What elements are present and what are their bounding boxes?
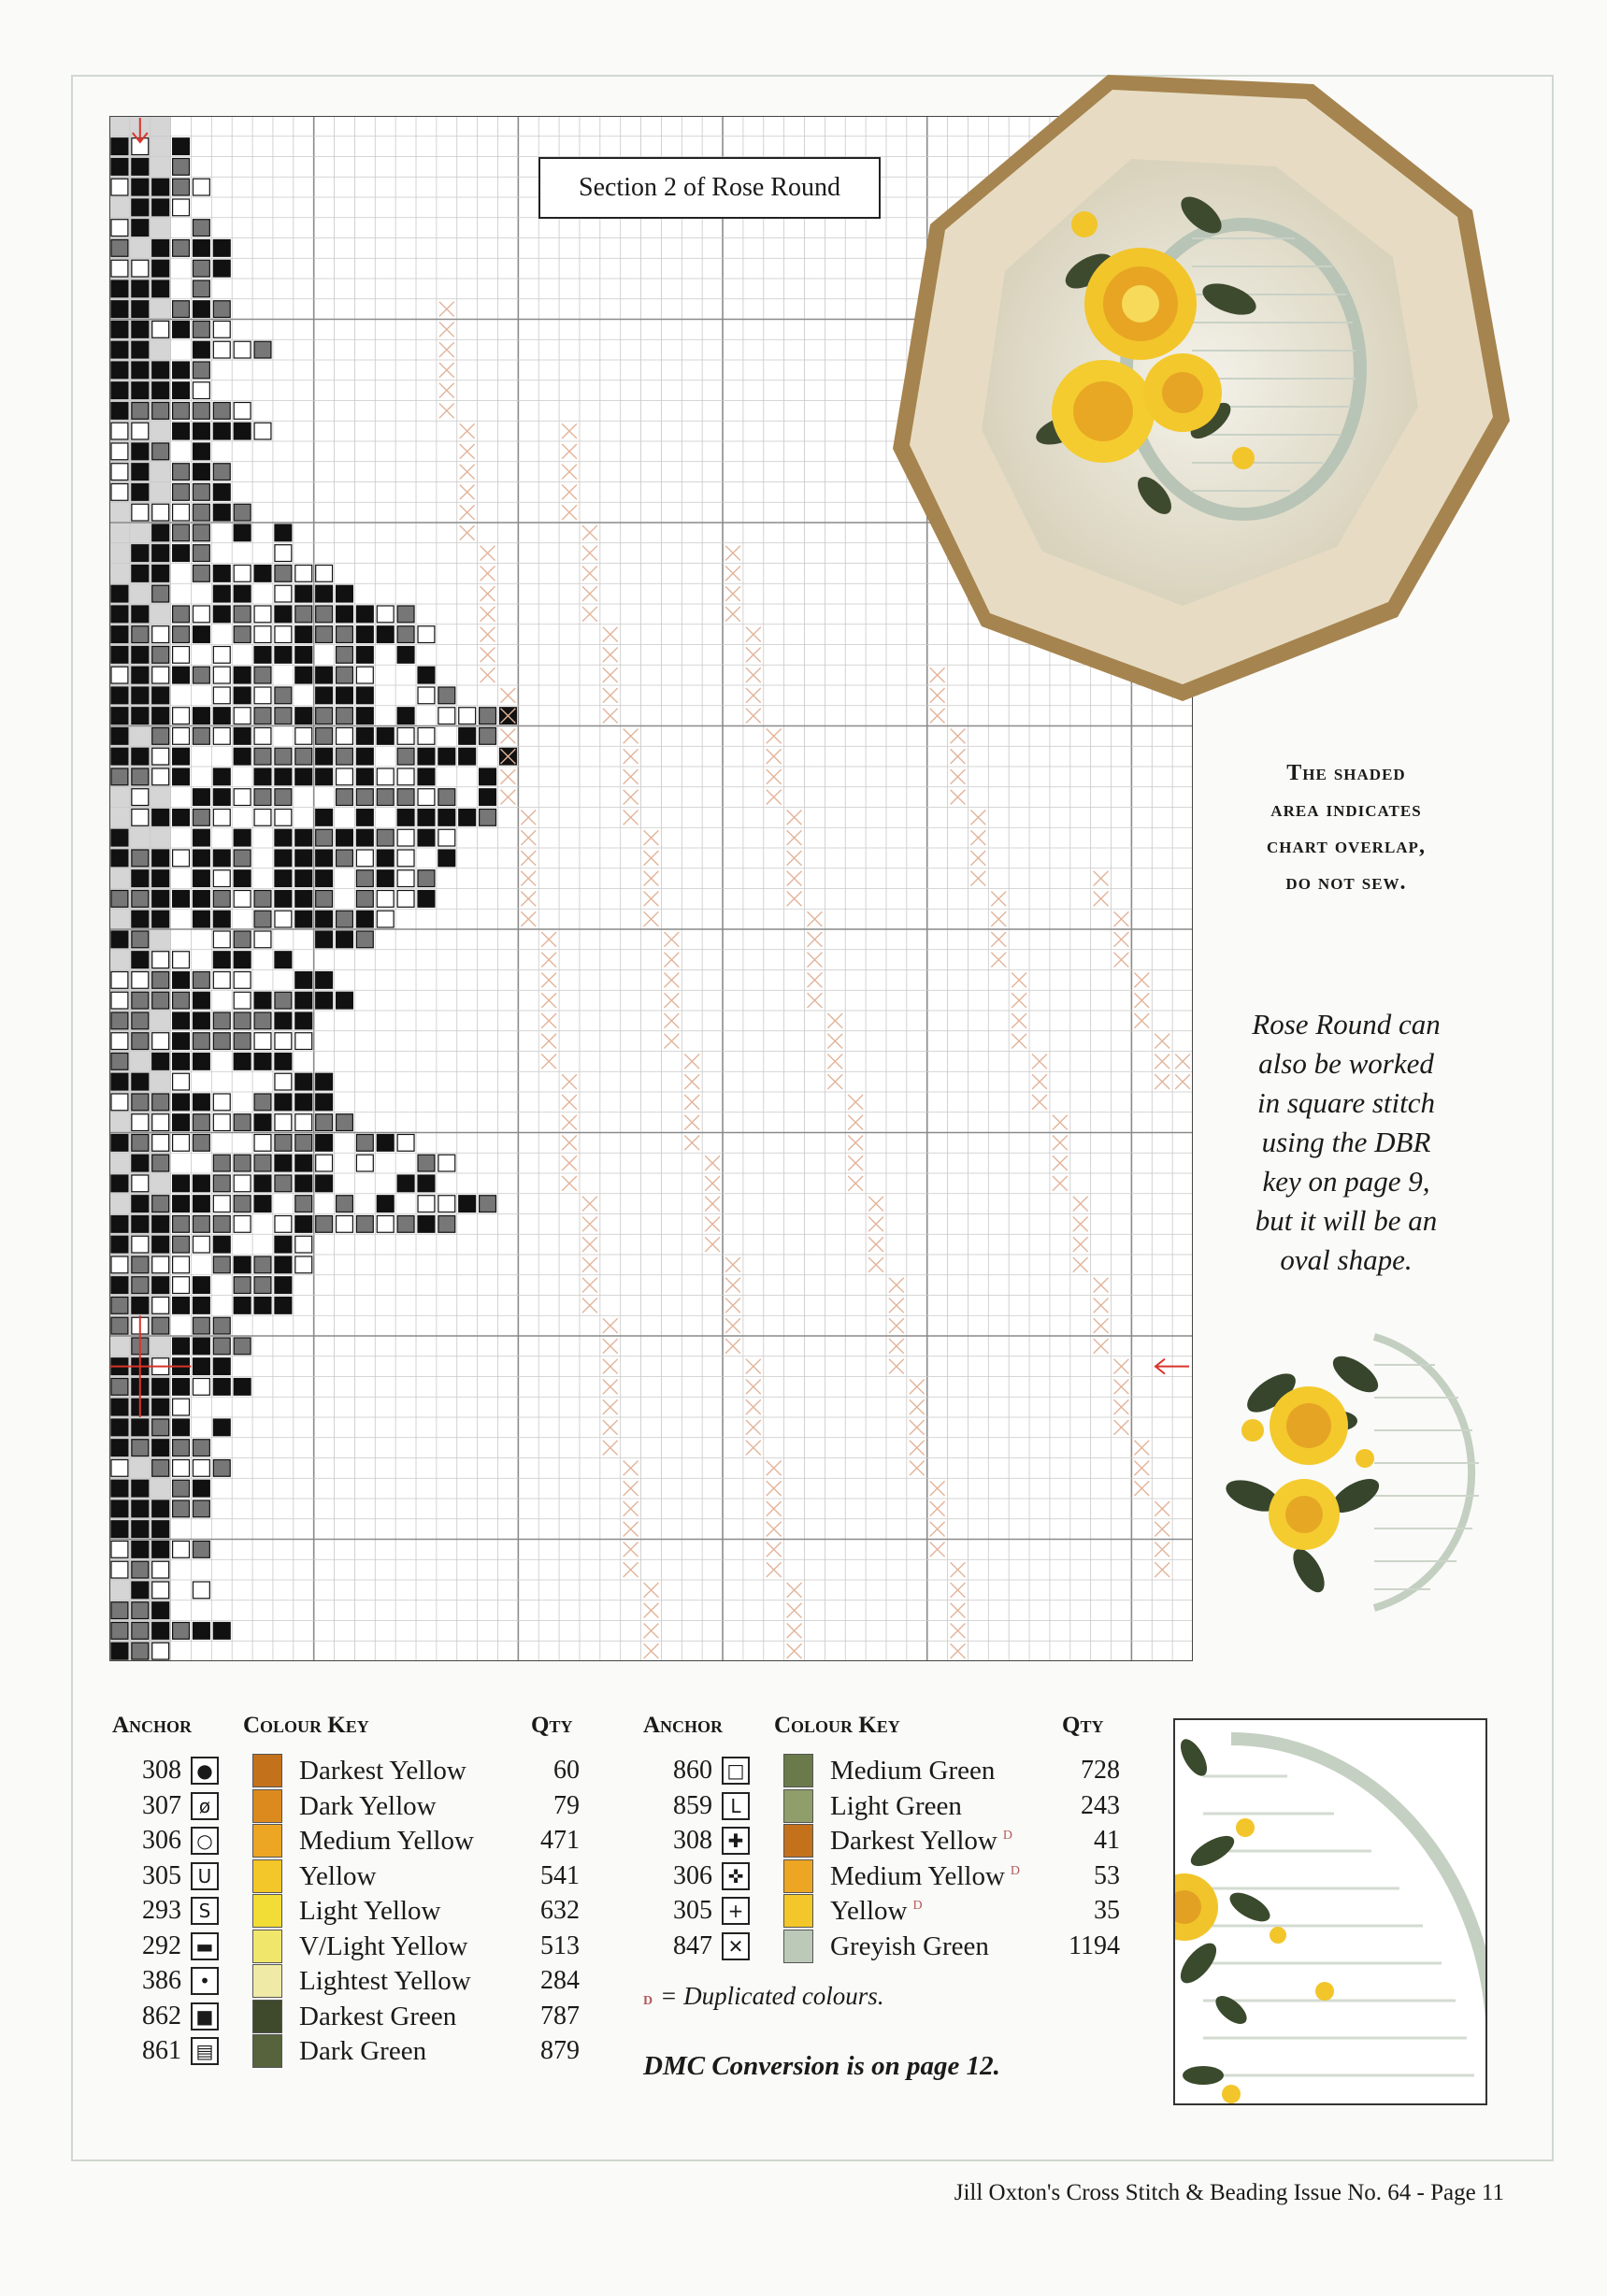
- thread-quantity: 53: [1094, 1860, 1120, 1890]
- qty-header: Qty: [531, 1713, 573, 1738]
- colour-name: Medium Yellow: [299, 1826, 474, 1856]
- rose-motif-illustration: [1215, 1309, 1486, 1617]
- square-note-line: using the DBR: [1261, 1126, 1431, 1158]
- colour-key-row: [112, 1754, 598, 1788]
- colour-key-header: Colour Key: [243, 1713, 369, 1738]
- anchor-number: 306: [673, 1860, 712, 1890]
- anchor-header: Anchor: [112, 1713, 193, 1738]
- thread-quantity: 35: [1094, 1896, 1120, 1925]
- duplicate-marker: D: [912, 1899, 923, 1914]
- anchor-number: 859: [673, 1790, 712, 1820]
- colour-key-row: [112, 1824, 598, 1858]
- stitch-symbol-icon: □: [722, 1757, 750, 1785]
- stitch-symbol-icon: ✜: [722, 1862, 750, 1890]
- thread-quantity: 284: [540, 1966, 580, 1995]
- colour-name: V/Light Yellow: [299, 1930, 468, 1961]
- colour-swatch: [783, 1859, 813, 1893]
- anchor-number: 292: [142, 1930, 181, 1960]
- anchor-number: 293: [142, 1896, 181, 1925]
- colour-key-row: [112, 1894, 598, 1929]
- colour-key-row: [643, 1754, 1129, 1788]
- colour-key-row: [112, 1789, 598, 1824]
- thread-quantity: 243: [1081, 1790, 1120, 1820]
- stitch-symbol-icon: ✕: [722, 1932, 750, 1960]
- dmc-conversion-note: DMC Conversion is on page 12.: [643, 2051, 1000, 2081]
- stitch-symbol-icon: ▤: [191, 2037, 219, 2065]
- thread-quantity: 787: [540, 2001, 580, 2031]
- anchor-number: 860: [673, 1756, 712, 1785]
- colour-name: Light Yellow: [299, 1896, 441, 1926]
- square-note-line: Rose Round can: [1252, 1008, 1441, 1040]
- colour-swatch: [783, 1789, 813, 1823]
- colour-swatch: [783, 1824, 813, 1858]
- thread-quantity: 79: [553, 1790, 580, 1820]
- anchor-number: 308: [673, 1826, 712, 1855]
- stitch-symbol-icon: ▬: [191, 1932, 219, 1960]
- shaded-area-note: [1206, 755, 1486, 901]
- colour-key-header: Colour Key: [774, 1713, 900, 1738]
- anchor-header: Anchor: [643, 1713, 724, 1738]
- colour-swatch: [252, 1789, 282, 1823]
- stitch-symbol-icon: ø: [191, 1792, 219, 1820]
- square-note-line: but it will be an: [1255, 1204, 1438, 1237]
- anchor-number: 861: [142, 2036, 181, 2065]
- colour-name: Dark Green: [299, 2036, 427, 2066]
- stitch-symbol-icon: •: [191, 1967, 219, 1995]
- anchor-number: 847: [673, 1930, 712, 1960]
- anchor-number: 306: [142, 1826, 181, 1855]
- colour-name: Greyish Green: [830, 1930, 989, 1961]
- anchor-number: 386: [142, 1966, 181, 1995]
- duplicated-text: = Duplicated colours.: [660, 1982, 884, 2010]
- stitch-symbol-icon: ○: [191, 1827, 219, 1855]
- colour-swatch: [252, 1754, 282, 1787]
- colour-key-row: [112, 2000, 598, 2034]
- colour-swatch: [252, 1930, 282, 1963]
- thread-quantity: 513: [540, 1930, 580, 1960]
- duplicated-marker: D: [643, 1994, 653, 2008]
- colour-swatch: [252, 2034, 282, 2068]
- thread-quantity: 541: [540, 1860, 580, 1890]
- shaded-note-line: area indicates: [1270, 797, 1422, 822]
- colour-name: Lightest Yellow: [299, 1966, 471, 1996]
- anchor-number: 305: [142, 1860, 181, 1890]
- thread-quantity: 728: [1081, 1756, 1120, 1785]
- colour-name: Darkest Yellow: [299, 1756, 466, 1786]
- thread-quantity: 879: [540, 2036, 580, 2065]
- stitch-symbol-icon: ●: [191, 1757, 219, 1785]
- shaded-note-line: The shaded: [1286, 761, 1406, 785]
- shaded-note-line: do not sew.: [1285, 870, 1407, 895]
- colour-key-row: [643, 1789, 1129, 1824]
- preview-graphic: [1175, 1720, 1485, 2103]
- duplicate-marker: D: [1010, 1863, 1021, 1878]
- colour-swatch: [783, 1930, 813, 1963]
- thread-quantity: 471: [540, 1826, 580, 1855]
- thread-quantity: 60: [553, 1756, 580, 1785]
- colour-name: Darkest Green: [299, 2001, 457, 2031]
- colour-swatch: [252, 1894, 282, 1928]
- stitch-symbol-icon: ✚: [722, 1827, 750, 1855]
- rose-plate-photo: [874, 56, 1528, 710]
- colour-name: Medium Yellow $^D$: [830, 1860, 1021, 1891]
- stitch-symbol-icon: L: [722, 1792, 750, 1820]
- colour-swatch: [783, 1894, 813, 1928]
- colour-name: Dark Yellow: [299, 1790, 437, 1821]
- colour-swatch: [252, 1964, 282, 1998]
- thread-quantity: 41: [1094, 1826, 1120, 1855]
- colour-key-row: [112, 1859, 598, 1894]
- stitched-preview-image: [1173, 1718, 1487, 2105]
- stitch-symbol-icon: ■: [191, 2002, 219, 2031]
- stitch-symbol-icon: S: [191, 1897, 219, 1925]
- colour-key-row: [112, 1930, 598, 1964]
- chart-section-label: Section 2 of Rose Round: [538, 157, 881, 219]
- thread-quantity: 1194: [1069, 1930, 1120, 1960]
- colour-swatch: [252, 1824, 282, 1858]
- colour-name: Yellow: [299, 1860, 377, 1891]
- colour-key-row: [643, 1894, 1129, 1929]
- page-footer: Jill Oxton's Cross Stitch & Beading Issue No. 64 - Page 11: [954, 2180, 1504, 2205]
- square-note-line: oval shape.: [1280, 1243, 1413, 1276]
- stitch-symbol-icon: U: [191, 1862, 219, 1890]
- colour-key-row: [643, 1930, 1129, 1964]
- colour-name: Light Green: [830, 1790, 962, 1821]
- duplicate-marker: D: [1002, 1829, 1012, 1844]
- thread-quantity: 632: [540, 1896, 580, 1925]
- colour-name: Medium Green: [830, 1756, 996, 1786]
- colour-swatch: [252, 1859, 282, 1893]
- colour-key-row: [643, 1824, 1129, 1858]
- stitch-symbol-icon: +: [722, 1897, 750, 1925]
- colour-key-row: [112, 2034, 598, 2069]
- square-note-line: in square stitch: [1256, 1086, 1435, 1119]
- anchor-number: 307: [142, 1790, 181, 1820]
- colour-key-row: [643, 1859, 1129, 1894]
- colour-swatch: [783, 1754, 813, 1787]
- shaded-note-line: chart overlap,: [1267, 834, 1426, 858]
- colour-swatch: [252, 2000, 282, 2033]
- duplicated-colours-note: [643, 1982, 884, 2011]
- anchor-number: 305: [673, 1896, 712, 1925]
- colour-name: Darkest Yellow $^D$: [830, 1826, 1012, 1856]
- square-note-line: key on page 9,: [1262, 1165, 1430, 1198]
- square-stitch-note: [1201, 1005, 1491, 1280]
- square-note-line: also be worked: [1258, 1047, 1434, 1080]
- anchor-number: 862: [142, 2001, 181, 2031]
- colour-name: Yellow $^D$: [830, 1896, 923, 1926]
- colour-key-row: [112, 1964, 598, 1999]
- qty-header: Qty: [1062, 1713, 1104, 1738]
- anchor-number: 308: [142, 1756, 181, 1785]
